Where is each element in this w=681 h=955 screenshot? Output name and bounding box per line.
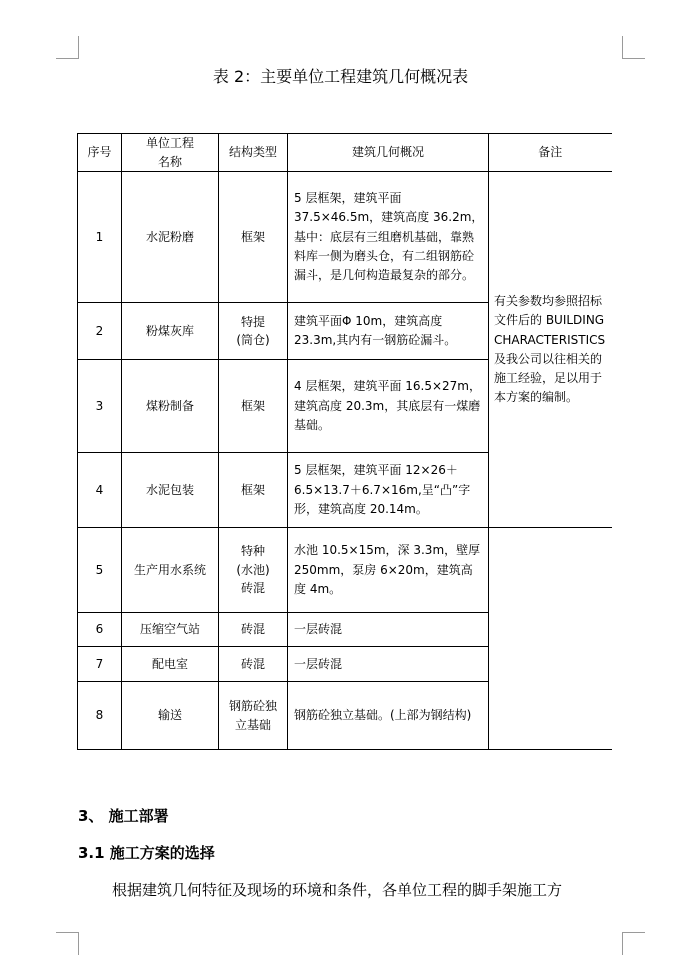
page-corner-mark-bottom-right	[622, 932, 645, 955]
header-unit-name	[122, 134, 219, 172]
row-structure	[219, 453, 288, 528]
section-heading: 3、 施工部署	[78, 807, 169, 825]
structure-line: 框架	[240, 482, 265, 497]
table-row	[78, 528, 612, 613]
structure-line: 立基础	[234, 717, 271, 732]
row-description: 建筑平面Φ 10m，建筑高度 23.3m,其内有一钢筋砼漏斗。	[288, 303, 489, 360]
body-paragraph: 根据建筑几何特征及现场的环境和条件，各单位工程的脚手架施工方	[112, 881, 563, 899]
row-structure	[219, 682, 288, 750]
row-description: 5 层框架，建筑平面 37.5×46.5m，建筑高度 36.2m，基中：底层有三组磨机基础，靠熟料库一侧为磨头仓，有二组钢筋砼漏斗，是几何构造最复杂的部分。	[288, 172, 489, 303]
structure-line: 特提	[240, 314, 265, 329]
subsection-heading: 3.1 施工方案的选择	[78, 844, 215, 862]
structure-line: 框架	[240, 229, 265, 244]
structure-line: 砖混	[240, 622, 265, 637]
structure-line: 砖混	[240, 656, 265, 671]
header-unit-line2: 名称	[157, 154, 182, 169]
row-description: 钢筋砼独立基础。(上部为钢结构)	[288, 682, 489, 750]
row-structure	[219, 613, 288, 647]
structure-line: 钢筋砼独	[228, 699, 277, 714]
row-description: 一层砖混	[288, 647, 489, 682]
row-no: 1	[78, 172, 122, 303]
structure-line: 框架	[240, 398, 265, 413]
page-corner-mark-top-right	[622, 36, 645, 59]
row-no: 8	[78, 682, 122, 750]
row-structure	[219, 528, 288, 613]
row-unit-name: 生产用水系统	[122, 528, 219, 613]
row-structure	[219, 647, 288, 682]
row-unit-name: 粉煤灰库	[122, 303, 219, 360]
remark-cell: 有关参数均参照招标文件后的 BUILDING CHARACTERISTICS 及我公司以往相关的施工经验，足以用于本方案的编制。	[489, 172, 612, 528]
row-unit-name: 水泥粉磨	[122, 172, 219, 303]
row-unit-name: 压缩空气站	[122, 613, 219, 647]
table-row	[78, 172, 612, 303]
header-remark: 备注	[489, 134, 612, 172]
row-structure	[219, 360, 288, 453]
header-structure: 结构类型	[219, 134, 288, 172]
header-unit-line1: 单位工程	[145, 136, 194, 150]
row-structure	[219, 303, 288, 360]
structure-line: (筒仓)	[236, 333, 270, 348]
structure-line: 砖混	[240, 581, 265, 596]
row-unit-name: 输送	[122, 682, 219, 750]
page-corner-mark-bottom-left	[56, 932, 79, 955]
header-no: 序号	[78, 134, 122, 172]
remark-cell-empty	[489, 528, 612, 750]
building-geometry-table	[77, 133, 612, 750]
header-geometry: 建筑几何概况	[288, 134, 489, 172]
row-unit-name: 配电室	[122, 647, 219, 682]
row-no: 5	[78, 528, 122, 613]
row-description: 水池 10.5×15m，深 3.3m，壁厚 250mm，泵房 6×20m，建筑高度 4m。	[288, 528, 489, 613]
row-structure	[219, 172, 288, 303]
row-no: 2	[78, 303, 122, 360]
row-description: 4 层框架，建筑平面 16.5×27m，建筑高度 20.3m，其底层有一煤磨基础。	[288, 360, 489, 453]
table-header-row	[78, 134, 612, 172]
row-description: 5 层框架，建筑平面 12×26＋6.5×13.7＋6.7×16m,呈“凸”字形，建筑高度 20.14m。	[288, 453, 489, 528]
row-description: 一层砖混	[288, 613, 489, 647]
row-no: 4	[78, 453, 122, 528]
structure-line: (水池)	[236, 562, 270, 577]
page-corner-mark-top-left	[56, 36, 79, 59]
row-no: 7	[78, 647, 122, 682]
table-title: 表 2：主要单位工程建筑几何概况表	[212, 67, 469, 86]
row-no: 3	[78, 360, 122, 453]
row-unit-name: 水泥包装	[122, 453, 219, 528]
row-no: 6	[78, 613, 122, 647]
row-unit-name: 煤粉制备	[122, 360, 219, 453]
structure-line: 特种	[240, 544, 265, 559]
